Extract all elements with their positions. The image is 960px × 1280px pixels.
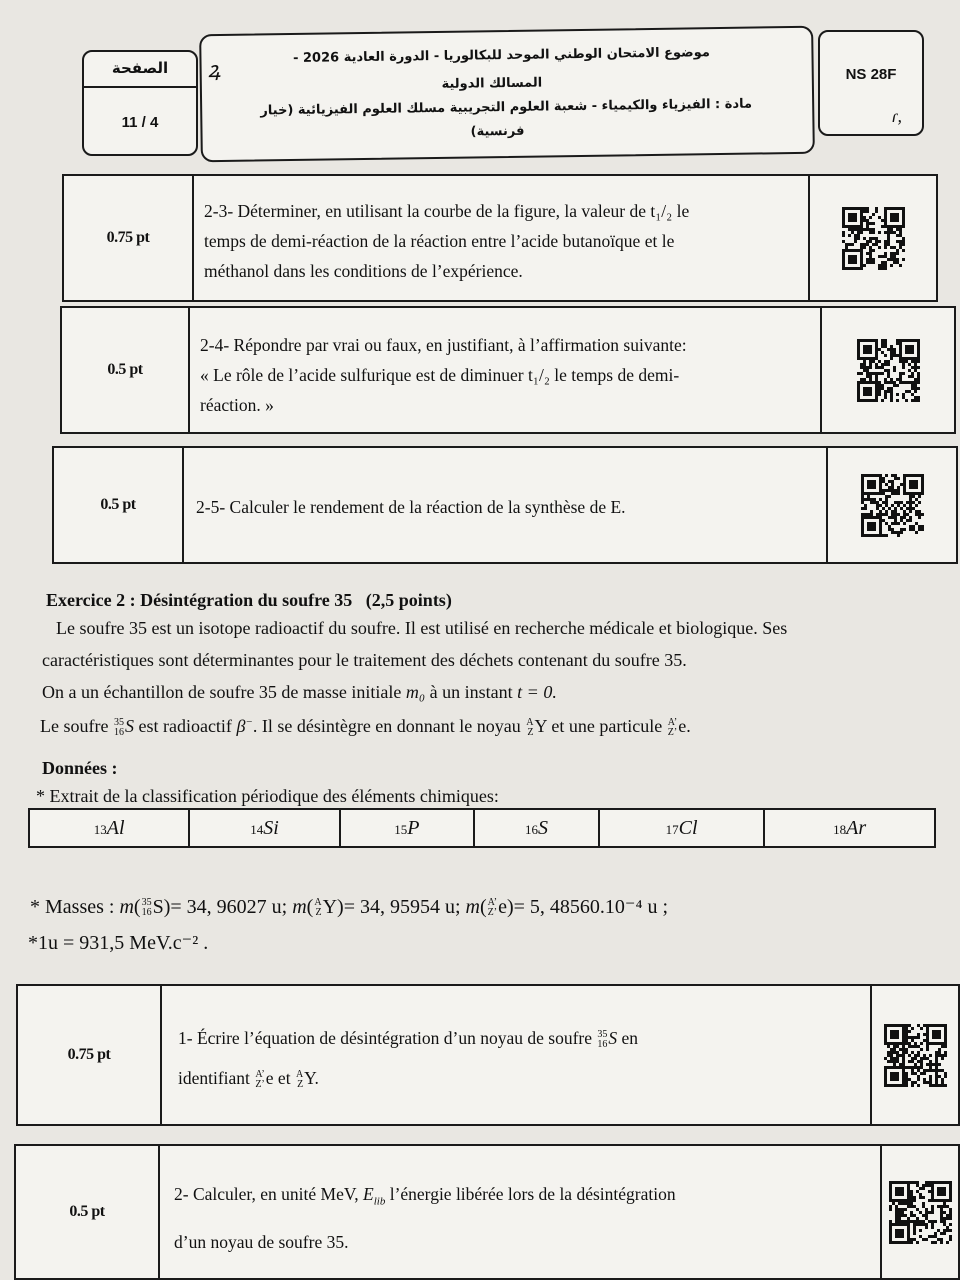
line: temps de demi-réaction de la réaction entre l’acide butanoïque et le (204, 231, 675, 251)
qr-code-icon (870, 986, 958, 1124)
question-2-3 (62, 174, 938, 302)
masses-line: * Masses : m( 35 16 S)= 34, 96027 u; m( A Z Y)= 34, 95954 u; m( A’ Z’ e)= 5, 48560.10⁻⁴ u ; (30, 896, 669, 919)
intro-line-4: Le soufre 35 16 S est radioactif β−. Il se désintègre en donnant le noyau A Z Y et une particule A’ Z’ e. (40, 716, 691, 738)
exam-option: فرنسية) (470, 123, 525, 140)
exercise-title (46, 590, 452, 611)
exam-track: المسالك الدولية (441, 75, 543, 92)
exercise-title-text: Exercice 2 : Désintégration du soufre 35 (46, 590, 353, 610)
question-2-5 (52, 446, 958, 564)
line: identifiant A’ Z’ e et A Z Y. (178, 1068, 319, 1090)
symbol-m0: m₀ (405, 682, 426, 702)
exam-subject: مادة : الفيزياء والكيمياء - شعبة العلوم التجريبية مسلك العلوم الفيزيائية (خيار (260, 96, 753, 119)
question-1 (16, 984, 960, 1126)
exam-title: موضوع الامتحان الوطني الموحد للبكالوريا - الدورة العادية 2026 - (292, 45, 711, 66)
mass-y: = 34, 95954 u; (343, 896, 461, 918)
intro-line-3 (42, 682, 557, 703)
intro-line-2: caractéristiques sont déterminantes pour le traitement des déchets contenant du soufre 35. (42, 650, 687, 670)
line: « Le rôle de l’acide sulfurique est de diminuer t₁/₂ le temps de demi- (200, 365, 680, 385)
line: 2- Calculer, en unité MeV, $E_{lib}$ l’énergie libérée lors de la désintégration (174, 1184, 676, 1208)
mass-e: = 5, 48560.10⁻⁴ u ; (513, 896, 669, 918)
line: méthanol dans les conditions de l’expérience. (204, 261, 523, 281)
page-label: الصفحة (84, 52, 196, 88)
element-si: 14Si (189, 809, 339, 847)
question-text (204, 196, 804, 286)
exam-code-box (818, 30, 924, 136)
line: réaction. » (200, 395, 274, 415)
exercise-points: (2,5 points) (365, 590, 452, 610)
handwritten-mark: ꝝ (207, 57, 221, 83)
qr-code-icon (826, 448, 956, 562)
points: 0.5 pt (62, 308, 190, 432)
exam-title-box (199, 26, 815, 163)
unit-line: *1u = 931,5 MeV.c⁻² . (28, 932, 209, 954)
exam-code: NS 28F (845, 66, 897, 83)
line: 2-4- Répondre par vrai ou faux, en justifiant, à l’affirmation suivante: (200, 335, 687, 355)
nuclide-e: A’ Z’ (667, 716, 678, 738)
periodic-table-extract (28, 808, 936, 848)
text: 2- Calculer, en unité MeV, (174, 1184, 359, 1204)
points: 0.5 pt (16, 1146, 160, 1278)
text: 1- Écrire l’équation de désintégration d’un noyau de soufre (178, 1028, 593, 1048)
text: Le soufre (40, 716, 109, 736)
text: l’énergie libérée lors de la désintégration (389, 1184, 676, 1204)
element-al: 13Al (29, 809, 189, 847)
donnees-heading: Données : (42, 758, 118, 778)
handwritten-mark-right: ɾ, (891, 106, 902, 126)
text: en (621, 1028, 639, 1048)
element-s: 16S (474, 809, 599, 847)
text: identifiant (178, 1068, 250, 1088)
text: et une particule (551, 716, 663, 736)
symbol-t0: t = 0. (517, 682, 557, 702)
line: 2-3- Déterminer, en utilisant la courbe de la figure, la valeur de t₁/₂ le (204, 201, 690, 221)
text: On a un échantillon de soufre 35 de masse initiale (42, 682, 402, 702)
question-text (200, 330, 820, 420)
question-2 (14, 1144, 960, 1280)
extract-label: * Extrait de la classification périodique des éléments chimiques: (36, 786, 499, 806)
points: 0.75 pt (64, 176, 194, 300)
qr-code-icon (820, 308, 954, 432)
element-cl: 17Cl (599, 809, 765, 847)
nuclide-y: A Z (526, 716, 534, 738)
line: d’un noyau de soufre 35. (174, 1231, 349, 1252)
question-text (196, 492, 816, 522)
intro-line-1: Le soufre 35 est un isotope radioactif du soufre. Il est utilisé en recherche médicale et biologique. Ses (56, 618, 788, 638)
qr-code-icon (880, 1146, 958, 1278)
question-text (174, 1174, 884, 1262)
question-2-4 (60, 306, 956, 434)
points: 0.75 pt (18, 986, 162, 1124)
nuclide-s35: 35 16 (113, 716, 124, 738)
text: et (277, 1068, 291, 1088)
points: 0.5 pt (54, 448, 184, 562)
text: * Masses : (30, 896, 115, 918)
text: est radioactif (138, 716, 232, 736)
page-number: 11 / 4 (121, 114, 159, 131)
text: . Il se désintègre en donnant le noyau (252, 716, 521, 736)
line: 2-5- Calculer le rendement de la réaction de la synthèse de E. (196, 497, 626, 517)
qr-code-icon (808, 176, 936, 300)
text: à un instant (429, 682, 513, 702)
element-ar: 18Ar (764, 809, 935, 847)
page-number-box (82, 50, 198, 156)
question-text (178, 1018, 858, 1098)
mass-s35: = 34, 96027 u; (170, 896, 288, 918)
element-p: 15P (340, 809, 475, 847)
line: 1- Écrire l’équation de désintégration d’un noyau de soufre 35 16 S en (178, 1028, 639, 1050)
